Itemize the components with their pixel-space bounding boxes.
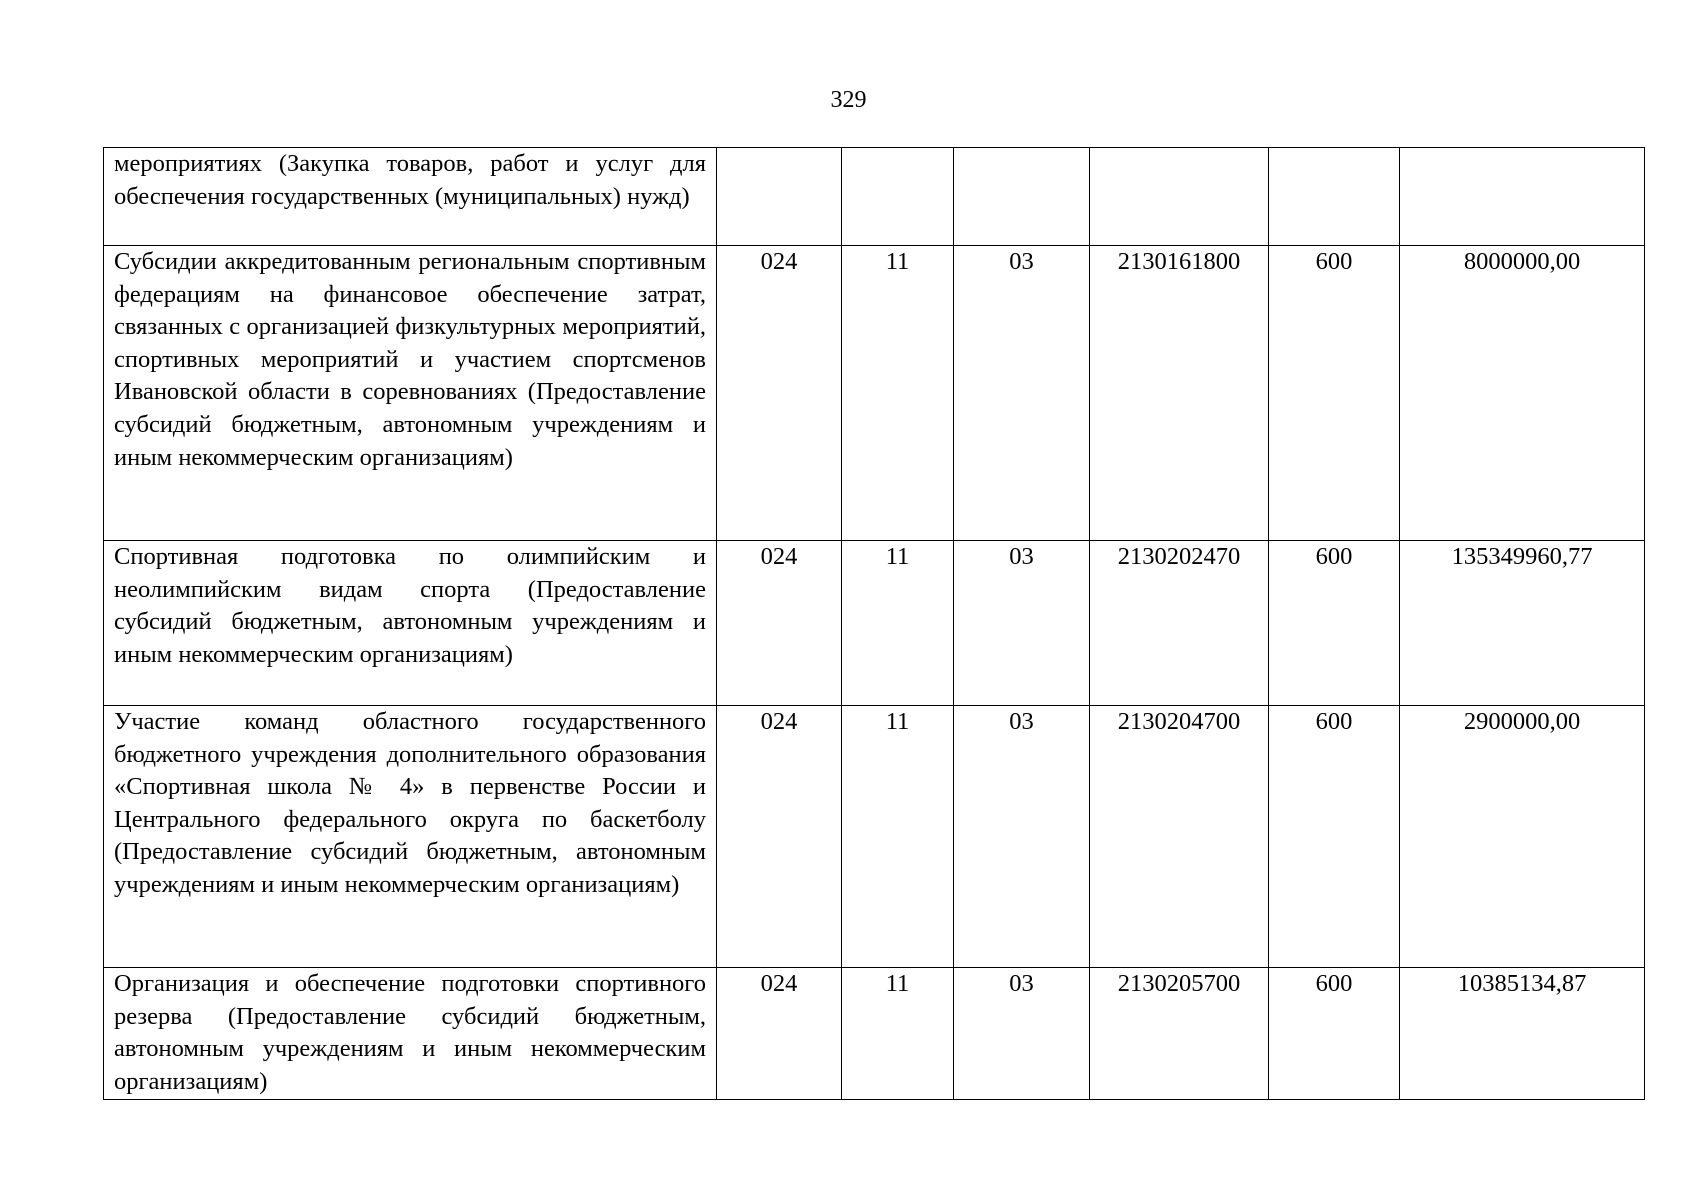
table-row <box>104 148 1645 246</box>
expense-type-code <box>1269 148 1400 246</box>
expense-description: Организация и обеспечение подготовки спортивного резерва (Предоставление субсидий бюджетным, автономным учреждениям и иным некоммерческим организациям) <box>104 968 717 1100</box>
expense-type-code: 600 <box>1269 968 1400 1100</box>
amount: 2900000,00 <box>1400 706 1645 968</box>
section-code <box>842 148 954 246</box>
ministry-code: 024 <box>717 246 842 541</box>
section-code: 11 <box>842 541 954 706</box>
table-row <box>104 541 1645 706</box>
subsection-code: 03 <box>954 968 1090 1100</box>
target-article-code: 2130204700 <box>1090 706 1269 968</box>
ministry-code: 024 <box>717 968 842 1100</box>
table-row <box>104 968 1645 1100</box>
subsection-code: 03 <box>954 541 1090 706</box>
target-article-code: 2130205700 <box>1090 968 1269 1100</box>
expense-description: Субсидии аккредитованным региональным спортивным федерациям на финансовое обеспечение затрат, связанных с организацией физкультурных мероприятий, спортивных мероприятий и участием спортсменов Ивановской области в соревнованиях (Предоставление субсидий бюджетным, автономным учреждениям и иным некоммерческим организациям) <box>104 246 717 541</box>
expense-description: Участие команд областного государственного бюджетного учреждения дополнительного образования «Спортивная школа № 4» в первенстве России и Центрального федерального округа по баскетболу (Предоставление субсидий бюджетным, автономным учреждениям и иным некоммерческим организациям) <box>104 706 717 968</box>
subsection-code: 03 <box>954 706 1090 968</box>
expense-type-code: 600 <box>1269 706 1400 968</box>
amount: 135349960,77 <box>1400 541 1645 706</box>
target-article-code: 2130161800 <box>1090 246 1269 541</box>
ministry-code: 024 <box>717 706 842 968</box>
section-code: 11 <box>842 706 954 968</box>
amount: 8000000,00 <box>1400 246 1645 541</box>
expense-description: Спортивная подготовка по олимпийским и неолимпийским видам спорта (Предоставление субсидий бюджетным, автономным учреждениям и иным некоммерческим организациям) <box>104 541 717 706</box>
section-code: 11 <box>842 246 954 541</box>
target-article-code: 2130202470 <box>1090 541 1269 706</box>
subsection-code <box>954 148 1090 246</box>
amount: 10385134,87 <box>1400 968 1645 1100</box>
amount <box>1400 148 1645 246</box>
subsection-code: 03 <box>954 246 1090 541</box>
page-number: 329 <box>830 87 867 113</box>
budget-table <box>103 147 1645 1100</box>
target-article-code <box>1090 148 1269 246</box>
ministry-code <box>717 148 842 246</box>
section-code: 11 <box>842 968 954 1100</box>
expense-type-code: 600 <box>1269 246 1400 541</box>
ministry-code: 024 <box>717 541 842 706</box>
table-row <box>104 706 1645 968</box>
expense-type-code: 600 <box>1269 541 1400 706</box>
expense-description: мероприятиях (Закупка товаров, работ и услуг для обеспечения государственных (муниципальных) нужд) <box>104 148 717 246</box>
table-row <box>104 246 1645 541</box>
